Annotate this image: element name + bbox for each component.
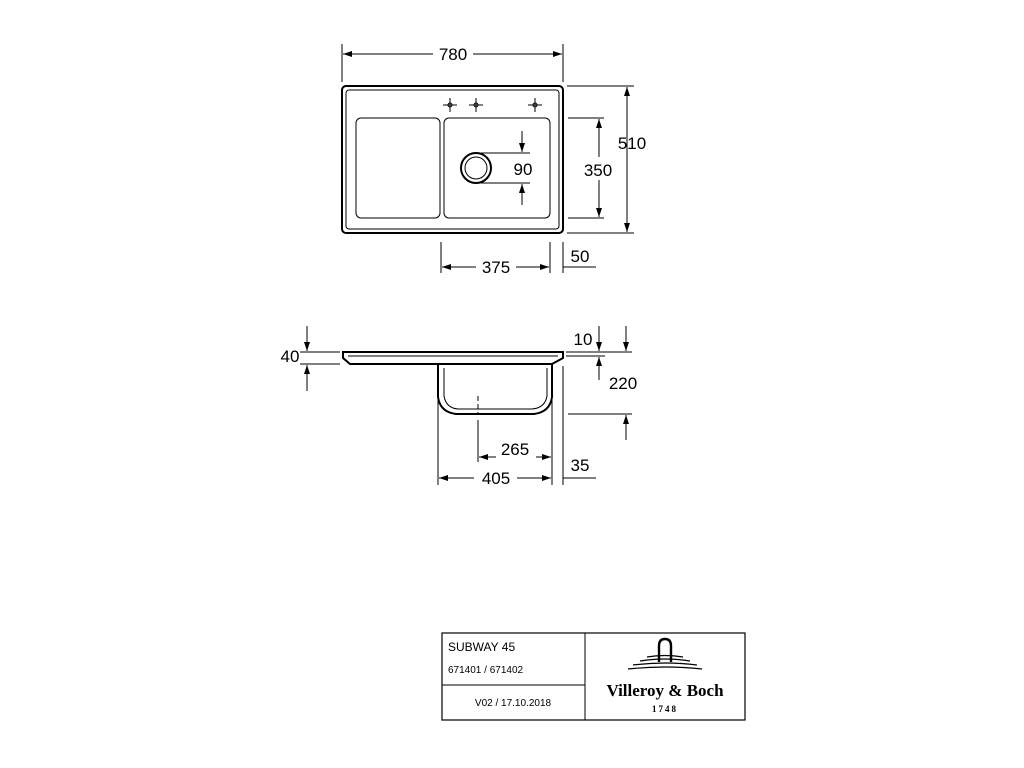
version-date: V02 / 17.10.2018 bbox=[474, 698, 552, 709]
brand-logo bbox=[606, 639, 724, 714]
dimension-label: 50 bbox=[570, 247, 590, 266]
dimension-rim-height bbox=[281, 326, 340, 391]
dimension-width-overall bbox=[342, 44, 563, 82]
dimension-drain-diameter bbox=[481, 131, 532, 205]
dimension-label: 780 bbox=[438, 45, 468, 64]
bowl-profile bbox=[438, 364, 552, 414]
product-name: SUBWAY 45 bbox=[448, 640, 516, 654]
dimension-depth-overall bbox=[567, 86, 646, 233]
brand-name: Villeroy & Boch bbox=[606, 681, 724, 700]
tap-hole-icon bbox=[469, 98, 483, 112]
sink-rim-profile bbox=[343, 352, 563, 364]
dimension-label: 375 bbox=[481, 258, 511, 277]
dimension-bowl-length bbox=[438, 368, 551, 488]
bowl-top bbox=[444, 118, 550, 218]
side-view bbox=[281, 326, 638, 488]
tap-hole-icon bbox=[528, 98, 542, 112]
dimension-label: 90 bbox=[513, 160, 533, 179]
dimension-bowl-depth bbox=[568, 118, 612, 218]
brand-year: 1748 bbox=[652, 704, 678, 714]
tap-hole-markers bbox=[443, 98, 542, 112]
fountain-icon bbox=[628, 639, 702, 669]
title-block bbox=[442, 633, 745, 720]
dimension-rim-offset bbox=[563, 242, 596, 273]
dimension-label: 265 bbox=[500, 440, 530, 459]
drainer-area bbox=[356, 118, 440, 218]
dimension-rim-lip bbox=[566, 326, 632, 380]
dimension-label: 405 bbox=[481, 469, 511, 488]
dimension-bowl-width bbox=[441, 242, 550, 277]
dimension-side-offset bbox=[563, 366, 596, 485]
dimension-label: 40 bbox=[280, 347, 300, 366]
dimension-label: 10 bbox=[573, 330, 593, 349]
tap-hole-icon bbox=[443, 98, 457, 112]
dimension-label: 510 bbox=[617, 134, 647, 153]
drain-icon bbox=[461, 153, 491, 183]
dimension-label: 220 bbox=[608, 374, 638, 393]
dimension-label: 35 bbox=[570, 456, 590, 475]
top-view bbox=[342, 44, 646, 277]
article-numbers: 671401 / 671402 bbox=[448, 665, 524, 676]
dimension-drain-offset bbox=[478, 368, 552, 485]
dimension-label: 350 bbox=[583, 161, 613, 180]
